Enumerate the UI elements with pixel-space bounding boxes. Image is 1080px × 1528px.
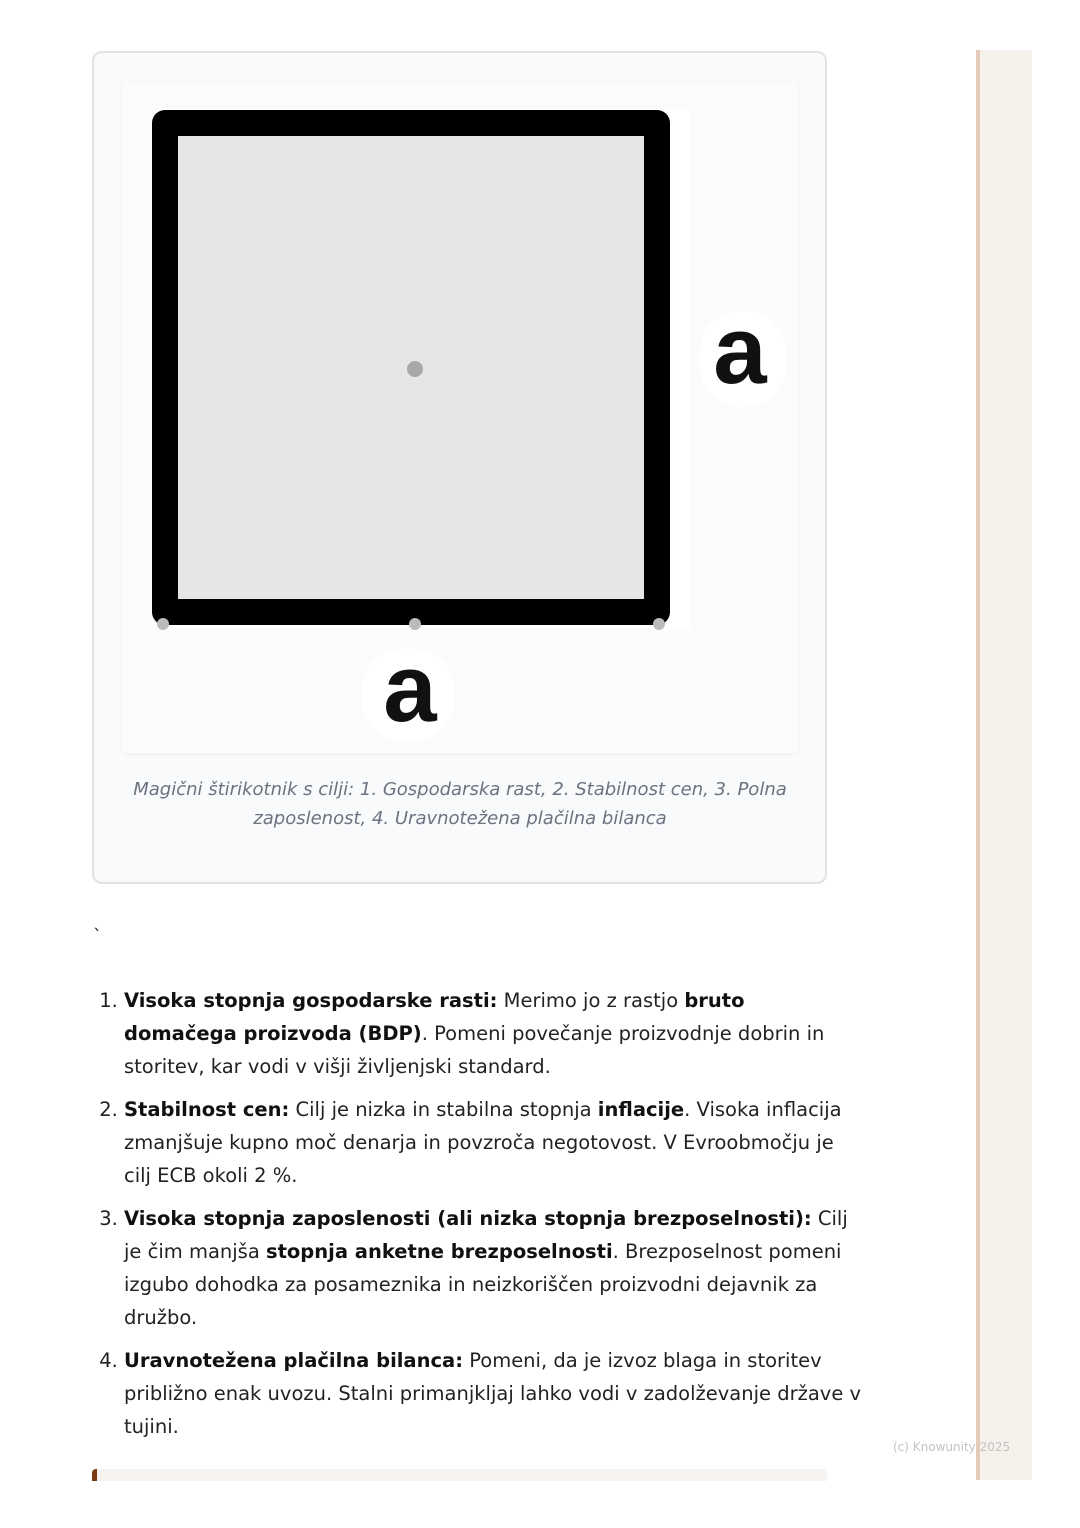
corner-point-left	[157, 618, 169, 630]
magic-square-illustration	[122, 81, 798, 753]
goal-text: . Pomeni povečanje proizvodnje dobrin in storitev, kar vodi v višji življenjski standard.	[124, 1022, 825, 1078]
goals-list	[84, 984, 864, 1453]
midpoint-bottom	[409, 618, 421, 630]
side-label-right: a	[713, 297, 767, 404]
goal-keyword: bruto domačega proizvoda (BDP)	[124, 989, 745, 1045]
goal-item-2	[124, 1093, 864, 1192]
center-point	[407, 361, 423, 377]
goal-text: Cilj je nizka in stabilna stopnja	[289, 1098, 598, 1121]
goal-title: Stabilnost cen:	[124, 1098, 290, 1121]
right-margin-strip	[976, 50, 1032, 1480]
goal-item-4	[124, 1344, 864, 1443]
goal-title: Visoka stopnja gospodarske rasti:	[124, 989, 498, 1012]
goal-keyword: stopnja anketne brezposelnosti	[265, 1240, 613, 1263]
goal-text: Merimo jo z rastjo	[497, 989, 685, 1012]
goal-text: Pomeni, da je izvoz blaga in storitev približno enak uvozu. Stalni primanjkljaj lahko vodi v zadolževanje države v tujini.	[124, 1349, 862, 1438]
goal-title: Uravnotežena plačilna bilanca:	[124, 1349, 463, 1372]
goal-text: . Visoka inflacija zmanjšuje kupno moč denarja in povzroča negotovost. V Evroobmočju je cilj ECB okoli 2 %.	[124, 1098, 842, 1187]
goal-item-1	[124, 984, 864, 1083]
side-label-bottom: a	[383, 635, 437, 742]
copyright-watermark: (c) Knowunity 2025	[893, 1440, 1011, 1454]
figure-caption: Magični štirikotnik s cilji: 1. Gospodarska rast, 2. Stabilnost cen, 3. Polna zaposlenost, 4. Uravnotežena plačilna bilanca	[133, 779, 787, 829]
next-content-block	[92, 1469, 827, 1481]
figure-card	[92, 51, 827, 884]
goal-text: . Brezposelnost pomeni izgubo dohodka za posameznika in neizkoriščen proizvodni dejavnik za družbo.	[124, 1240, 842, 1329]
goal-title: Visoka stopnja zaposlenosti (ali nizka stopnja brezposelnosti):	[124, 1207, 812, 1230]
goal-keyword: inflacije	[597, 1098, 685, 1121]
square-diagram-svg	[122, 81, 798, 753]
goal-item-3	[124, 1202, 864, 1334]
corner-point-right	[653, 618, 665, 630]
goal-text: Cilj je čim manjša	[124, 1207, 848, 1263]
stray-backtick: `	[93, 926, 102, 947]
